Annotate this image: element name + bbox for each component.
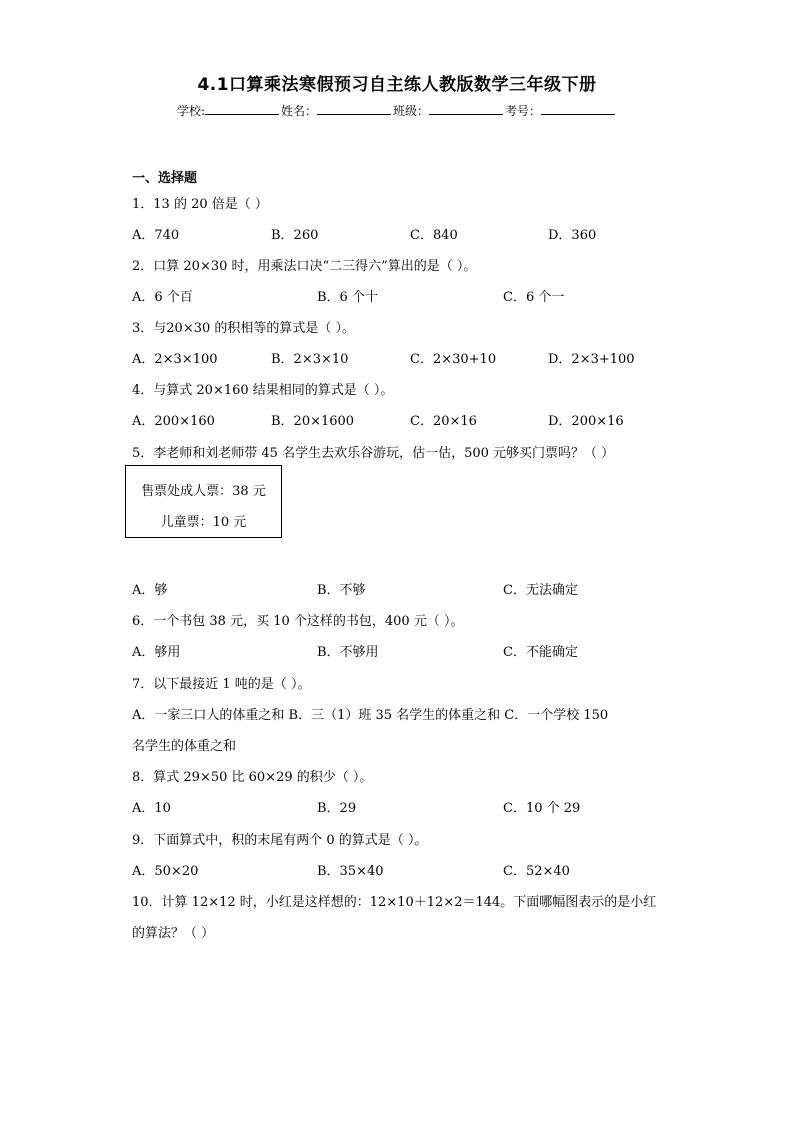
question-9-options <box>132 860 692 878</box>
question-5-option-a[interactable]: A．够 <box>132 583 168 598</box>
class-blank[interactable] <box>429 102 503 115</box>
question-7-options-line-1[interactable]: A．一家三口人的体重之和 B．三（1）班 35 名学生的体重之和 C．一个学校 150 <box>132 708 609 723</box>
ticket-price-box <box>125 465 282 538</box>
question-10-stem-line-2: 的算法？（ ） <box>132 926 215 941</box>
question-4-options <box>132 410 692 428</box>
question-3-options <box>132 348 692 366</box>
question-6-stem: 6．一个书包 38 元，买 10 个这样的书包，400 元（ ）。 <box>132 614 464 629</box>
question-2-options <box>132 286 692 304</box>
question-4-stem: 4．与算式 20×160 结果相同的算式是（ ）。 <box>132 383 394 398</box>
question-1-option-b[interactable]: B．260 <box>271 228 319 243</box>
question-5-option-b[interactable]: B．不够 <box>317 583 366 598</box>
name-label: 姓名： <box>281 104 318 118</box>
question-6-options <box>132 641 692 659</box>
question-7-options-line-2[interactable]: 名学生的体重之和 <box>132 739 237 754</box>
question-9-option-c[interactable]: C．52×40 <box>503 864 570 879</box>
question-1-option-c[interactable]: C．840 <box>410 228 458 243</box>
question-7-stem: 7．以下最接近 1 吨的是（ ）。 <box>132 677 311 692</box>
question-10-stem-line-1: 10．计算 12×12 时，小红是这样想的：12×10＋12×2＝144。下面哪幅图表示的是小红 <box>132 895 657 910</box>
question-2-option-c[interactable]: C．6 个一 <box>503 290 565 305</box>
question-8-option-b[interactable]: B．29 <box>317 801 357 816</box>
question-9-option-b[interactable]: B．35×40 <box>317 864 384 879</box>
question-6-option-b[interactable]: B．不够用 <box>317 645 379 660</box>
question-3-option-c[interactable]: C．2×30+10 <box>410 352 497 367</box>
section-title: 一、选择题 <box>132 171 198 186</box>
question-4-option-a[interactable]: A．200×160 <box>132 414 215 429</box>
exam-number-blank[interactable] <box>541 102 615 115</box>
child-ticket-price: 儿童票：10 元 <box>160 515 247 530</box>
question-3-option-d[interactable]: D．2×3+100 <box>548 352 635 367</box>
question-6-option-a[interactable]: A．够用 <box>132 645 181 660</box>
question-6-option-c[interactable]: C．不能确定 <box>503 645 578 660</box>
question-1-stem: 1．13 的 20 倍是（ ） <box>132 197 268 212</box>
student-info-line <box>0 102 794 119</box>
question-9-stem: 9．下面算式中，积的末尾有两个 0 的算式是（ ）。 <box>132 833 428 848</box>
school-blank[interactable] <box>205 102 279 115</box>
school-label: 学校: <box>176 104 205 118</box>
question-8-stem: 8．算式 29×50 比 60×29 的积少（ ）。 <box>132 770 373 785</box>
question-2-option-b[interactable]: B．6 个十 <box>317 290 378 305</box>
question-3-option-a[interactable]: A．2×3×100 <box>132 352 218 367</box>
question-3-stem: 3．与20×30 的积相等的算式是（ ）。 <box>132 321 356 336</box>
question-2-stem: 2．口算 20×30 时，用乘法口决“二三得六”算出的是（ ）。 <box>132 259 477 274</box>
question-8-option-c[interactable]: C．10 个 29 <box>503 801 581 816</box>
question-5-options <box>132 579 692 597</box>
question-5-option-c[interactable]: C．无法确定 <box>503 583 578 598</box>
adult-ticket-price: 售票处成人票：38 元 <box>141 484 266 499</box>
question-4-option-c[interactable]: C．20×16 <box>410 414 477 429</box>
question-8-options <box>132 797 692 815</box>
name-blank[interactable] <box>317 102 391 115</box>
question-9-option-a[interactable]: A．50×20 <box>132 864 199 879</box>
exam-number-label: 考号： <box>505 104 542 118</box>
class-label: 班级： <box>393 104 430 118</box>
question-8-option-a[interactable]: A．10 <box>132 801 171 816</box>
question-4-option-b[interactable]: B．20×1600 <box>271 414 355 429</box>
question-1-option-a[interactable]: A．740 <box>132 228 180 243</box>
question-5-stem: 5．李老师和刘老师带 45 名学生去欢乐谷游玩，估一估，500 元够买门票吗？（ ） <box>132 446 615 461</box>
page-title: 4.1口算乘法寒假预习自主练人教版数学三年级下册 <box>197 75 597 95</box>
question-1-options <box>132 224 692 242</box>
question-4-option-d[interactable]: D．200×16 <box>548 414 624 429</box>
question-3-option-b[interactable]: B．2×3×10 <box>271 352 349 367</box>
question-1-option-d[interactable]: D．360 <box>548 228 597 243</box>
question-2-option-a[interactable]: A．6 个百 <box>132 290 193 305</box>
